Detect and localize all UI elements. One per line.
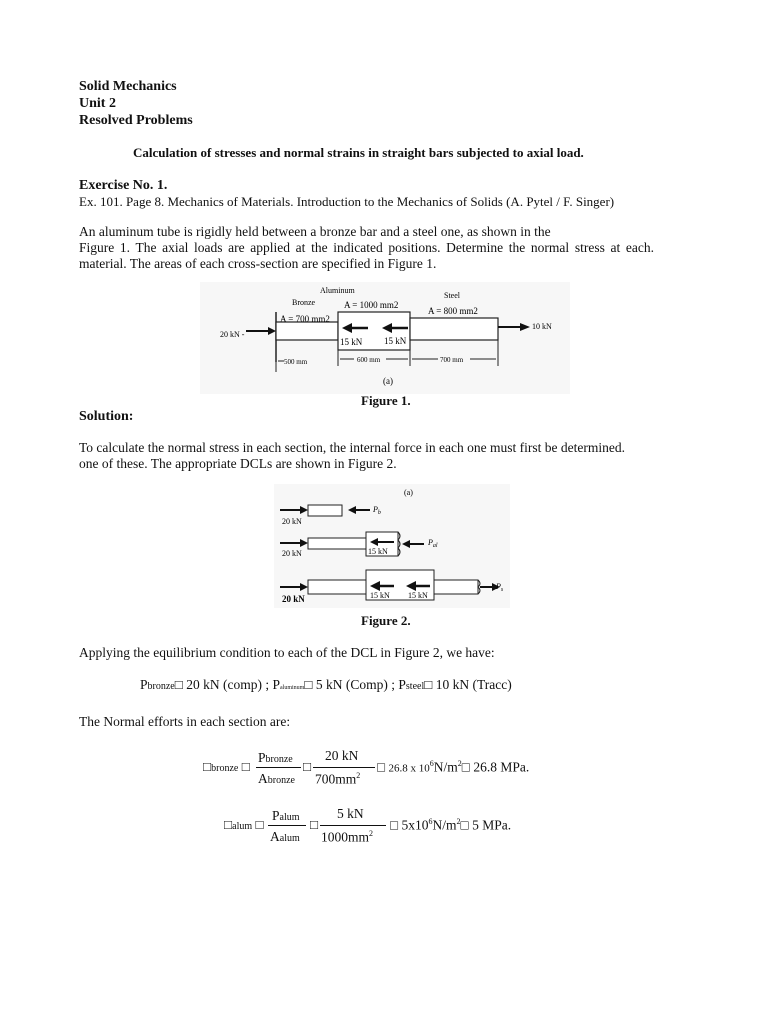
unit-title: Unit 2	[79, 96, 116, 111]
dim3-label: 700 mm	[440, 356, 464, 364]
load-right-label: 10 kN	[532, 322, 552, 331]
dim2-label: 600 mm	[357, 356, 381, 364]
bronze-bar	[276, 322, 338, 340]
label-steel: Steel	[444, 291, 460, 300]
fbd3-steel	[434, 580, 478, 594]
fbd1-p-label: $P_b$	[373, 505, 381, 516]
fbd2-bronze	[308, 538, 366, 549]
equilibrium-equation: Pbronze□ 20 kN (comp) ; Paluminum□ 5 kN (Comp) ; Psteel□ 10 kN (Tracc)	[140, 677, 512, 692]
document-header	[79, 78, 193, 129]
solution-title: Solution:	[79, 409, 134, 424]
course-title: Solid Mechanics	[79, 79, 177, 94]
section-title: Resolved Problems	[79, 113, 193, 128]
fbd2-p-label: $P_{al}$	[428, 538, 438, 549]
exercise-statement-line1: An aluminum tube is rigidly held between a bronze bar and a steel one, as shown in the	[79, 224, 551, 239]
fbd3-mid-load-a: 15 kN	[370, 591, 390, 600]
area-bronze: A = 700 mm2	[280, 314, 330, 324]
area-steel: A = 800 mm2	[428, 306, 478, 316]
figure-1-caption: Figure 1.	[361, 393, 411, 408]
label-bronze: Bronze	[292, 298, 316, 307]
equilibrium-intro: Applying the equilibrium condition to each of the DCL in Figure 2, we have:	[79, 645, 495, 660]
figure-2-caption: Figure 2.	[361, 613, 411, 628]
fbd1-load: 20 kN	[282, 517, 302, 526]
fbd2-mid-load: 15 kN	[368, 547, 388, 556]
fbd3-p-label: $P_s$	[496, 582, 504, 593]
figure-2-diagram	[274, 484, 510, 608]
label-aluminum: Aluminum	[320, 286, 355, 295]
fbd3-mid-load-b: 15 kN	[408, 591, 428, 600]
stress-equation-bronze: □bronze □ Pbronze Abronze □ 20 kN $700mm^2$ □ 26.8 x $10^6N/m^2□$ 26.8 MPa.	[203, 748, 530, 787]
solution-text-line2: one of these. The appropriate DCLs are shown in Figure 2.	[79, 456, 397, 471]
fbd3-load: 20 kN	[282, 594, 305, 604]
exercise-title: Exercise No. 1.	[79, 178, 168, 193]
figure-2-sublabel: (a)	[404, 488, 413, 497]
normal-efforts-intro: The Normal efforts in each section are:	[79, 714, 291, 729]
steel-bar	[410, 318, 498, 340]
dim1-label: 500 mm	[284, 358, 308, 366]
load-mid1-label: 15 kN	[340, 337, 363, 347]
fbd2-load: 20 kN	[282, 549, 302, 558]
figure-1-sublabel: (a)	[383, 376, 393, 386]
fbd3-bronze	[308, 580, 366, 594]
exercise-statement-line3: material. The areas of each cross-section are specified in Figure 1.	[79, 256, 437, 271]
exercise-reference: Ex. 101. Page 8. Mechanics of Materials. Introduction to the Mechanics of Solids (A. Pytel / F. Singer)	[79, 194, 615, 209]
load-mid2-label: 15 kN	[384, 336, 407, 346]
exercise-statement-line2: Figure 1. The axial loads are applied at the indicated positions. Determine the normal stress at each.	[79, 240, 654, 255]
fbd1-bronze	[308, 505, 342, 516]
figure-1-diagram	[200, 282, 570, 394]
topic-heading: Calculation of stresses and normal strains in straight bars subjected to axial load.	[133, 145, 584, 160]
solution-text-line1: To calculate the normal stress in each section, the internal force in each one must first be determined.	[79, 440, 625, 455]
area-aluminum: A = 1000 mm2	[344, 300, 399, 310]
stress-equation-aluminum: □alum □ Palum Aalum □ 5 kN $1000mm^2$ □ $5x10^6N/m^2□$ 5 MPa.	[224, 806, 512, 845]
load-left-label: 20 kN -	[220, 330, 245, 339]
